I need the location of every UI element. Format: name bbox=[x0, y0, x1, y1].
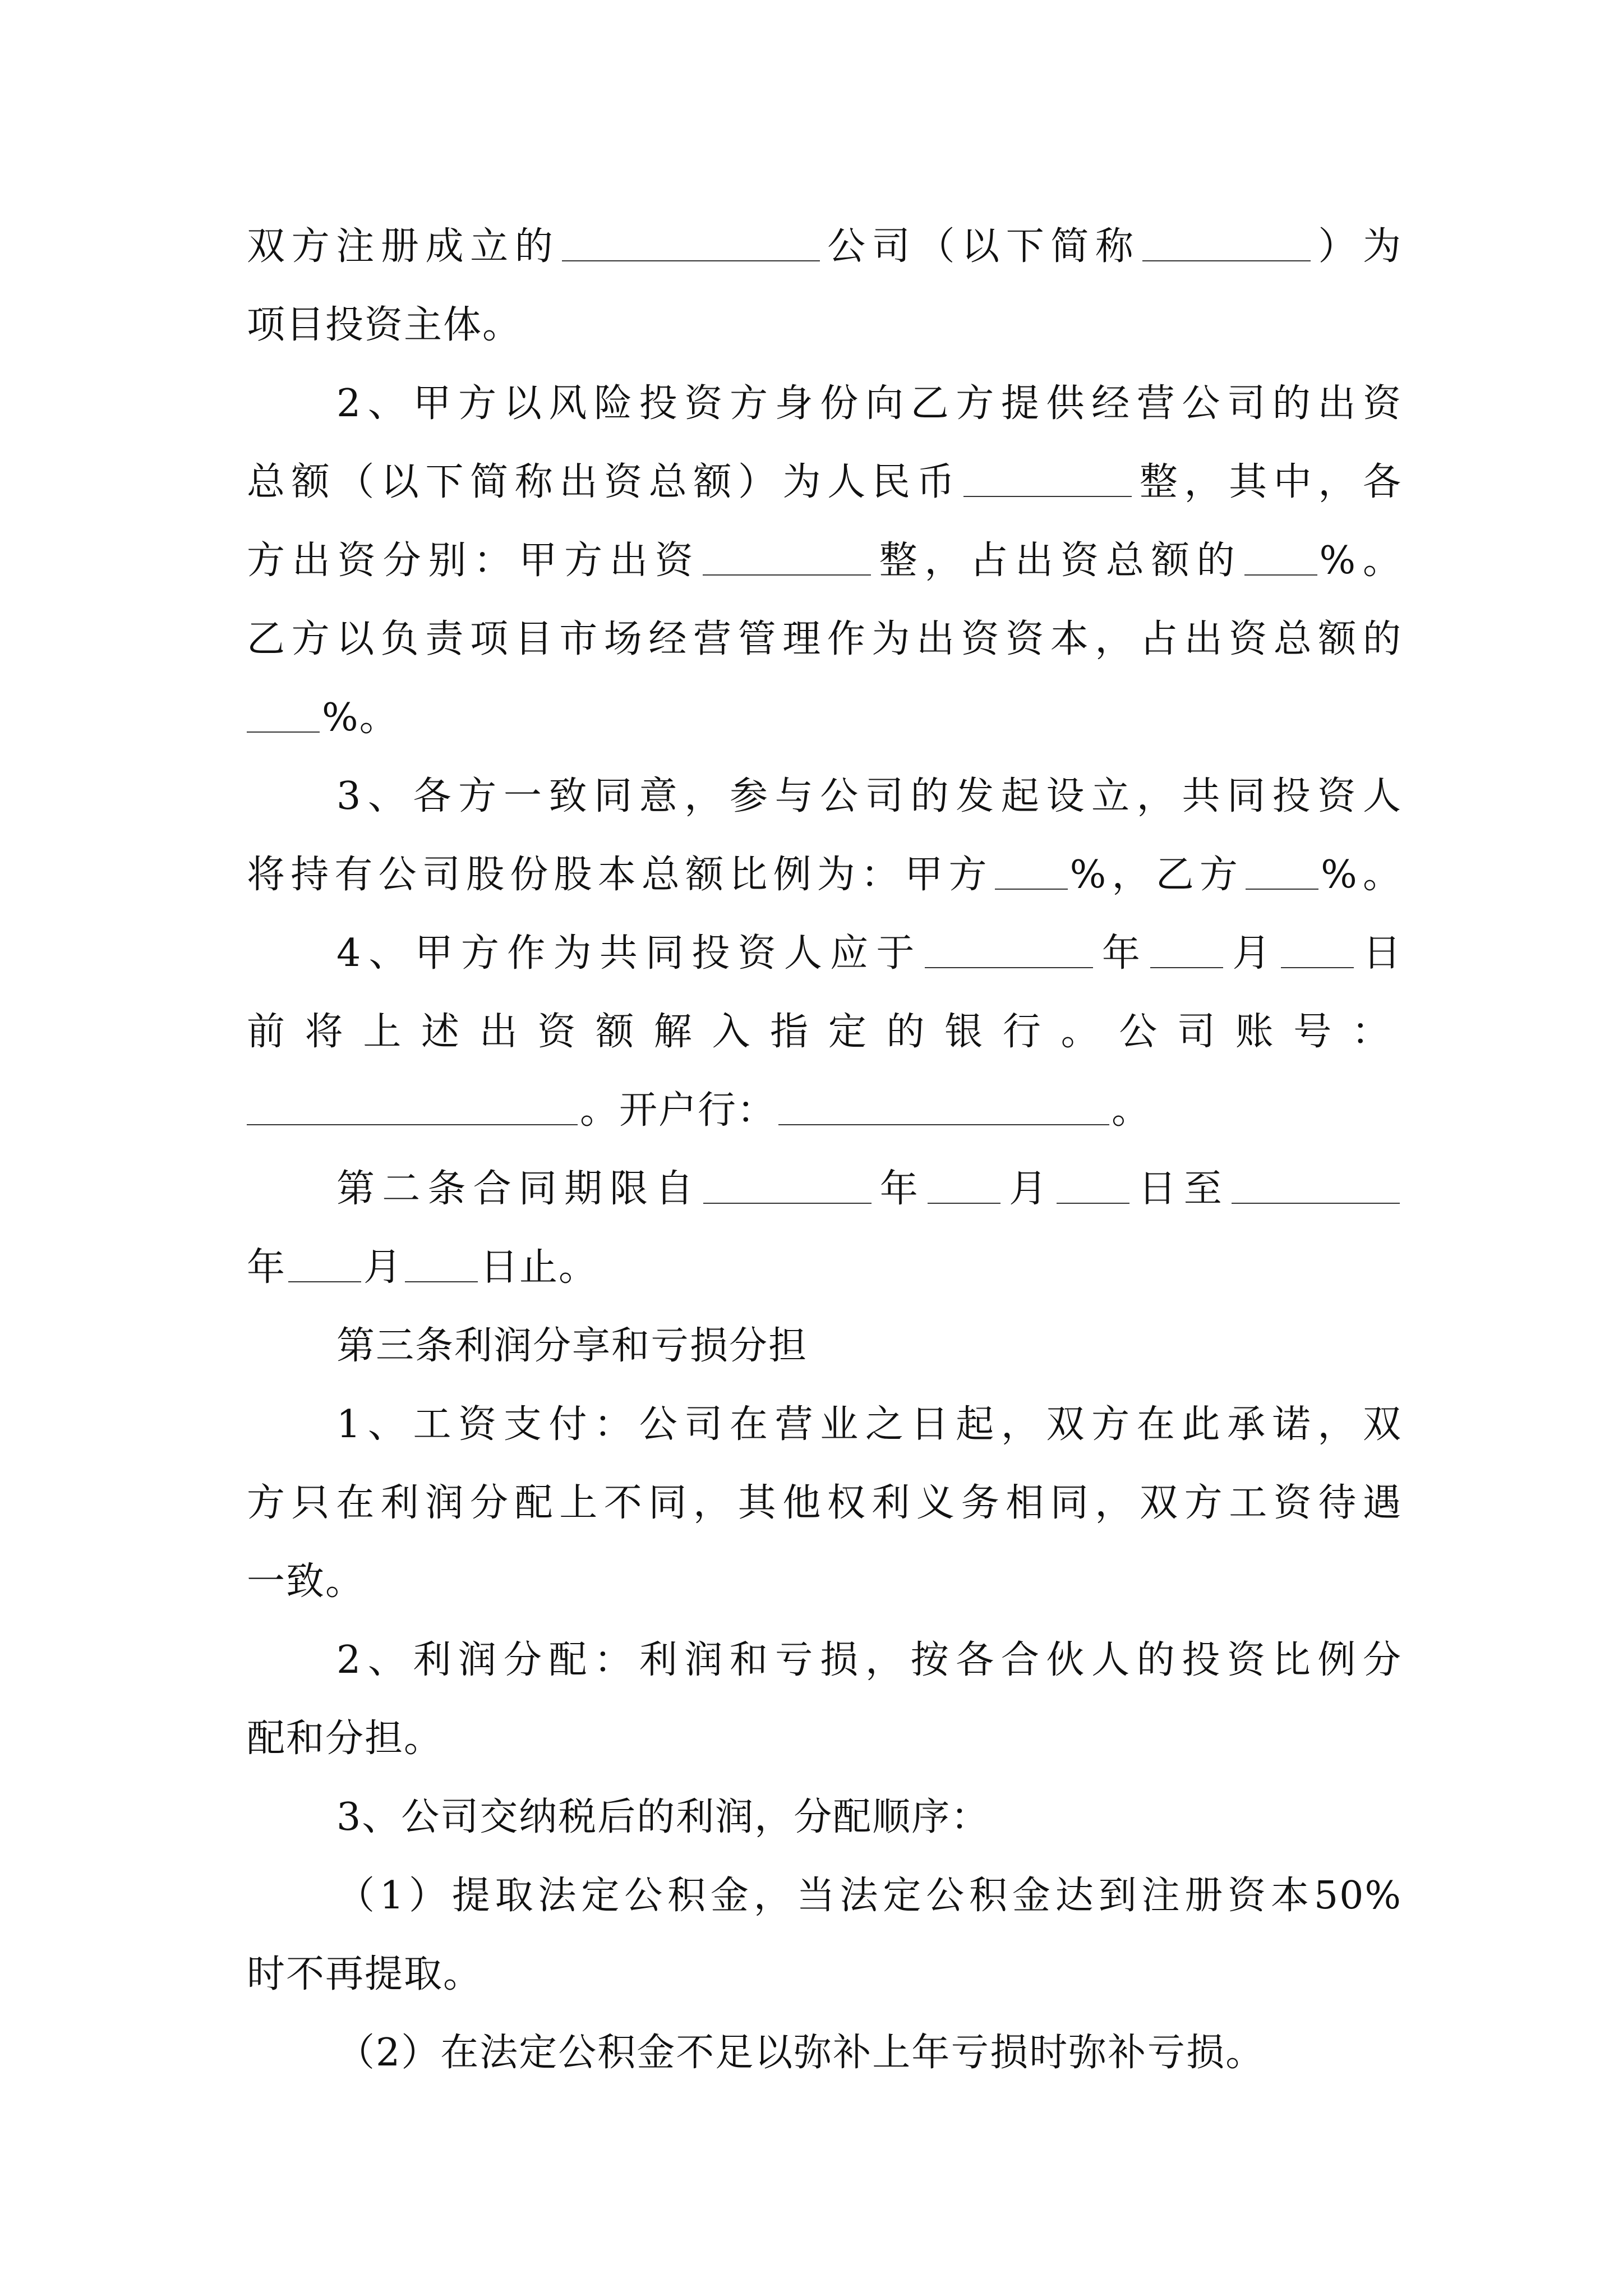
blank-start-month bbox=[928, 1170, 1000, 1204]
text-segment: 双方注册成立的 bbox=[247, 224, 560, 269]
paragraph-line bbox=[247, 1071, 1402, 1150]
text-segment: 配和分担。 bbox=[247, 1717, 444, 1761]
text-segment: %。 bbox=[322, 696, 399, 740]
paragraph-line bbox=[336, 914, 1402, 993]
paragraph-line bbox=[247, 836, 1402, 914]
paragraph-line bbox=[247, 1935, 1402, 2014]
text-segment: 2、利润分配：利润和亏损，按各合伙人的投资比例分 bbox=[336, 1638, 1402, 1682]
blank-start-year bbox=[703, 1170, 872, 1204]
text-segment: 方只在利润分配上不同，其他权利义务相同，双方工资待遇 bbox=[247, 1481, 1402, 1525]
blank-company-name bbox=[562, 228, 820, 261]
blank-start-day bbox=[1057, 1170, 1129, 1204]
text-segment: 月 bbox=[1002, 1167, 1055, 1211]
text-segment: 日止。 bbox=[480, 1245, 598, 1290]
paragraph-line bbox=[336, 2014, 1402, 2092]
text-segment: 乙方以负责项目市场经营管理作为出资资本，占出资总额的 bbox=[247, 617, 1402, 661]
text-segment: 一致。 bbox=[247, 1559, 365, 1604]
blank-day bbox=[1281, 935, 1354, 968]
blank-end-day bbox=[405, 1249, 478, 1282]
text-segment: 3、公司交纳税后的利润，分配顺序： bbox=[336, 1795, 990, 1839]
text-segment: 日至 bbox=[1132, 1167, 1229, 1211]
paragraph-line bbox=[336, 1857, 1402, 1935]
blank-party-a-amount bbox=[703, 542, 871, 576]
text-segment: 日 bbox=[1355, 931, 1402, 976]
paragraph-line bbox=[336, 757, 1402, 836]
text-segment: 4、甲方作为共同投资人应于 bbox=[336, 931, 923, 976]
paragraph-line bbox=[336, 1386, 1402, 1464]
text-segment: 将持有公司股份股本总额比例为：甲方 bbox=[247, 853, 993, 897]
text-segment: 第二条合同期限自 bbox=[336, 1167, 701, 1211]
text-segment: 前将上述出资额解入指定的银行。公司账号： bbox=[247, 1010, 1402, 1054]
paragraph-line bbox=[247, 679, 1402, 757]
blank-total-amount bbox=[963, 463, 1132, 497]
blank-end-year bbox=[1232, 1170, 1400, 1204]
text-segment: 时不再提取。 bbox=[247, 1952, 483, 1996]
section-heading bbox=[336, 1307, 1402, 1386]
text-segment: 总额（以下简称出资总额）为人民币 bbox=[247, 460, 962, 504]
blank-short-name bbox=[1142, 228, 1311, 261]
paragraph-line bbox=[247, 443, 1402, 522]
text-segment: 。 bbox=[1112, 1088, 1151, 1133]
paragraph-line bbox=[247, 1464, 1402, 1543]
blank-party-a-percent bbox=[1244, 542, 1317, 576]
text-segment: 。开户行： bbox=[580, 1088, 777, 1133]
blank-month bbox=[1150, 935, 1223, 968]
text-segment: （1）提取法定公积金，当法定公积金达到注册资本50% bbox=[336, 1874, 1402, 1918]
text-segment: 月 bbox=[1225, 931, 1279, 976]
paragraph-line bbox=[247, 600, 1402, 679]
paragraph-line bbox=[247, 1700, 1402, 1778]
blank-share-a-percent bbox=[995, 856, 1068, 890]
text-segment: 1、工资支付：公司在营业之日起，双方在此承诺，双 bbox=[336, 1402, 1402, 1447]
paragraph-line bbox=[247, 286, 1402, 365]
text-segment: 月 bbox=[363, 1245, 403, 1290]
paragraph-line bbox=[336, 365, 1402, 443]
text-segment: 年 bbox=[247, 1245, 287, 1290]
text-segment: 公司（以下简称 bbox=[822, 224, 1140, 269]
blank-account-number bbox=[247, 1092, 578, 1125]
paragraph-line bbox=[247, 1228, 1402, 1307]
text-segment: 年 bbox=[873, 1167, 925, 1211]
text-segment: 方出资分别：甲方出资 bbox=[247, 539, 700, 583]
text-segment: %。 bbox=[1319, 539, 1402, 583]
paragraph-line bbox=[336, 1621, 1402, 1700]
paragraph-line bbox=[336, 1778, 1402, 1857]
paragraph-line bbox=[247, 1543, 1402, 1621]
blank-share-b-percent bbox=[1246, 856, 1318, 890]
text-segment: 整，其中，各 bbox=[1134, 460, 1402, 504]
text-segment: 2、甲方以风险投资方身份向乙方提供经营公司的出资 bbox=[336, 381, 1402, 426]
paragraph-line bbox=[247, 522, 1402, 600]
paragraph-line bbox=[247, 993, 1402, 1071]
text-segment: （2）在法定公积金不足以弥补上年亏损时弥补亏损。 bbox=[336, 2031, 1265, 2075]
text-segment: 第三条利润分享和亏损分担 bbox=[336, 1324, 808, 1368]
text-segment: 年 bbox=[1095, 931, 1149, 976]
text-segment: %。 bbox=[1321, 853, 1402, 897]
text-segment: 整，占出资总额的 bbox=[873, 539, 1242, 583]
blank-end-month bbox=[288, 1249, 361, 1282]
text-segment: %，乙方 bbox=[1069, 853, 1244, 897]
text-segment: 3、各方一致同意，参与公司的发起设立，共同投资人 bbox=[336, 774, 1402, 818]
text-segment: ）为 bbox=[1312, 224, 1402, 269]
blank-bank-name bbox=[778, 1092, 1109, 1125]
blank-year bbox=[925, 935, 1093, 968]
paragraph-line bbox=[247, 208, 1402, 286]
blank-party-b-percent bbox=[247, 699, 320, 733]
paragraph-line bbox=[336, 1150, 1402, 1228]
text-segment: 项目投资主体。 bbox=[247, 303, 522, 347]
